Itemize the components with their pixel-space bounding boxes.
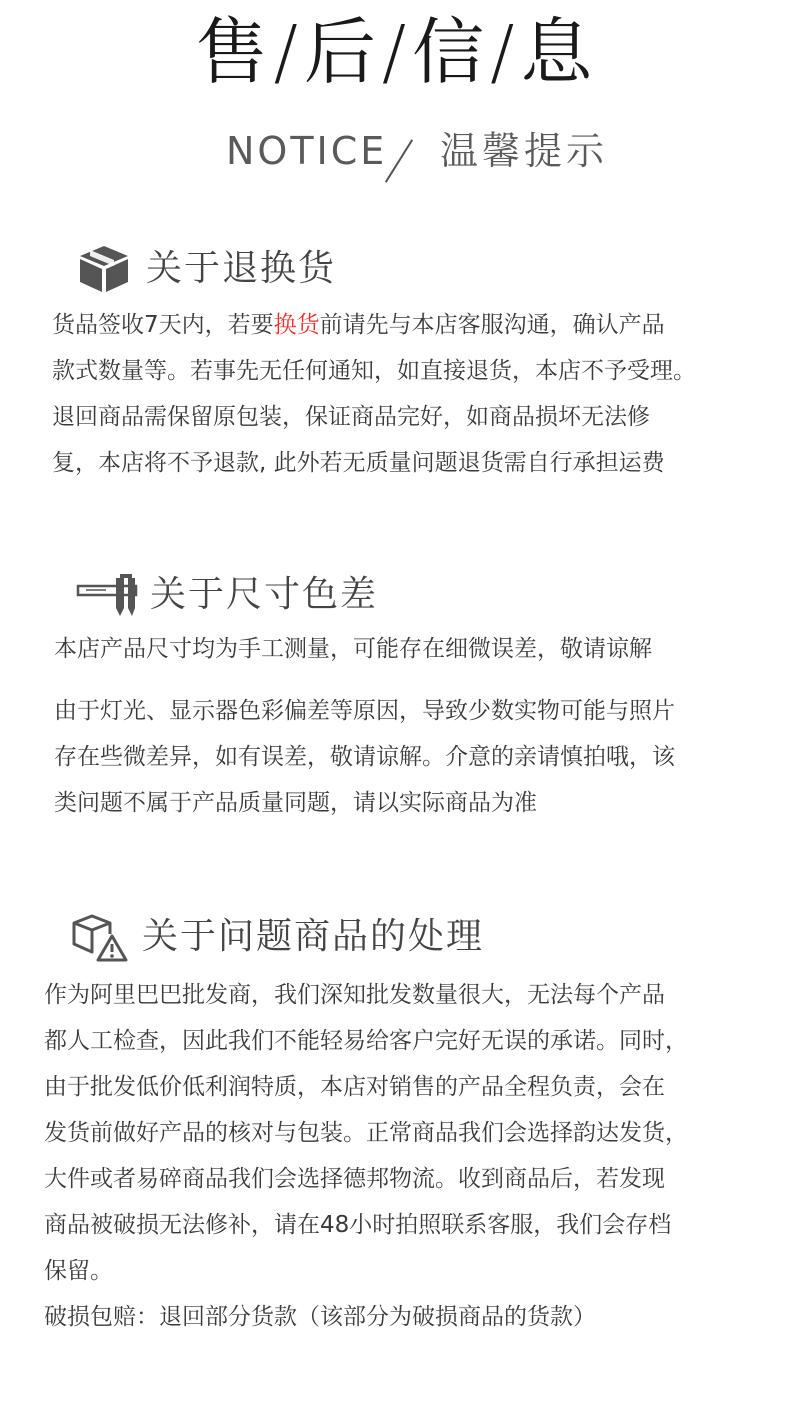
paragraph-line: 由于灯光、显示器色彩偏差等原因，导致少数实物可能与照片 [54,698,675,724]
section-title: 关于尺寸色差 [150,574,379,615]
title-separator: / [273,10,300,94]
notice-en: NOTICE [226,129,388,173]
subtitle-divider [385,139,413,182]
paragraph-line: 都人工检查，因此我们不能轻易给客户完好无误的承诺。同时， [44,1028,688,1054]
section-returns-heading [78,244,336,294]
caliper-icon [76,570,142,620]
paragraph-line: 类问题不属于产品质量同题，请以实际商品为准 [54,790,537,816]
paragraph-line: 保留。 [44,1258,113,1284]
section-returns-body [52,302,696,486]
section-size-body [54,626,675,826]
section-issues-heading [72,912,484,962]
title-char: 售 [195,10,270,94]
notice-cn: 温馨提示 [440,129,609,173]
text-segment: 前请先与本店客服沟通，确认产品 [319,312,665,338]
box-warning-icon [72,912,130,962]
section-issues-body [44,972,688,1340]
paragraph-line: 本店产品尺寸均为手工测量，可能存在细微误差，敬请谅解 [54,636,652,662]
section-title: 关于问题商品的处理 [142,916,485,957]
paragraph-line: 由于批发低价低利润特质，本店对销售的产品全程负责，会在 [44,1074,665,1100]
paragraph-line: 款式数量等。若事先无任何通知，如直接退货，本店不予受理。 [52,358,696,384]
paragraph-line: 退回商品需保留原包装，保证商品完好，如商品损坏无法修 [52,404,650,430]
section-title: 关于退换货 [146,248,337,289]
paragraph-line: 商品被破损无法修补，请在48小时拍照联系客服，我们会存档 [44,1212,672,1238]
title-char: 息 [520,10,595,94]
package-box-icon [78,244,134,294]
paragraph-line: 发货前做好产品的核对与包装。正常商品我们会选择韵达发货， [44,1120,688,1146]
paragraph-line [52,302,696,348]
title-separator: / [490,10,517,94]
notice-subtitle [0,128,790,178]
text-segment: 货品签收7天内，若要 [52,312,274,338]
paragraph-line: 存在些微差异，如有误差，敬请谅解。介意的亲请慎拍哦，该 [54,744,675,770]
paragraph-line: 大件或者易碎商品我们会选择德邦物流。收到商品后，若发现 [44,1166,665,1192]
section-size-heading [76,570,378,620]
title-char: 信 [412,10,487,94]
page-title [0,8,790,96]
title-separator: / [381,10,409,94]
paragraph-line: 复，本店将不予退款, 此外若无质量问题退货需自行承担运费 [52,450,665,476]
paragraph-line: 破损包赔：退回部分货款（该部分为破损商品的货款） [44,1304,596,1330]
highlight-text: 换货 [273,312,320,338]
paragraph-line: 作为阿里巴巴批发商，我们深知批发数量很大，无法每个产品 [44,982,665,1008]
title-char: 后 [303,10,378,94]
